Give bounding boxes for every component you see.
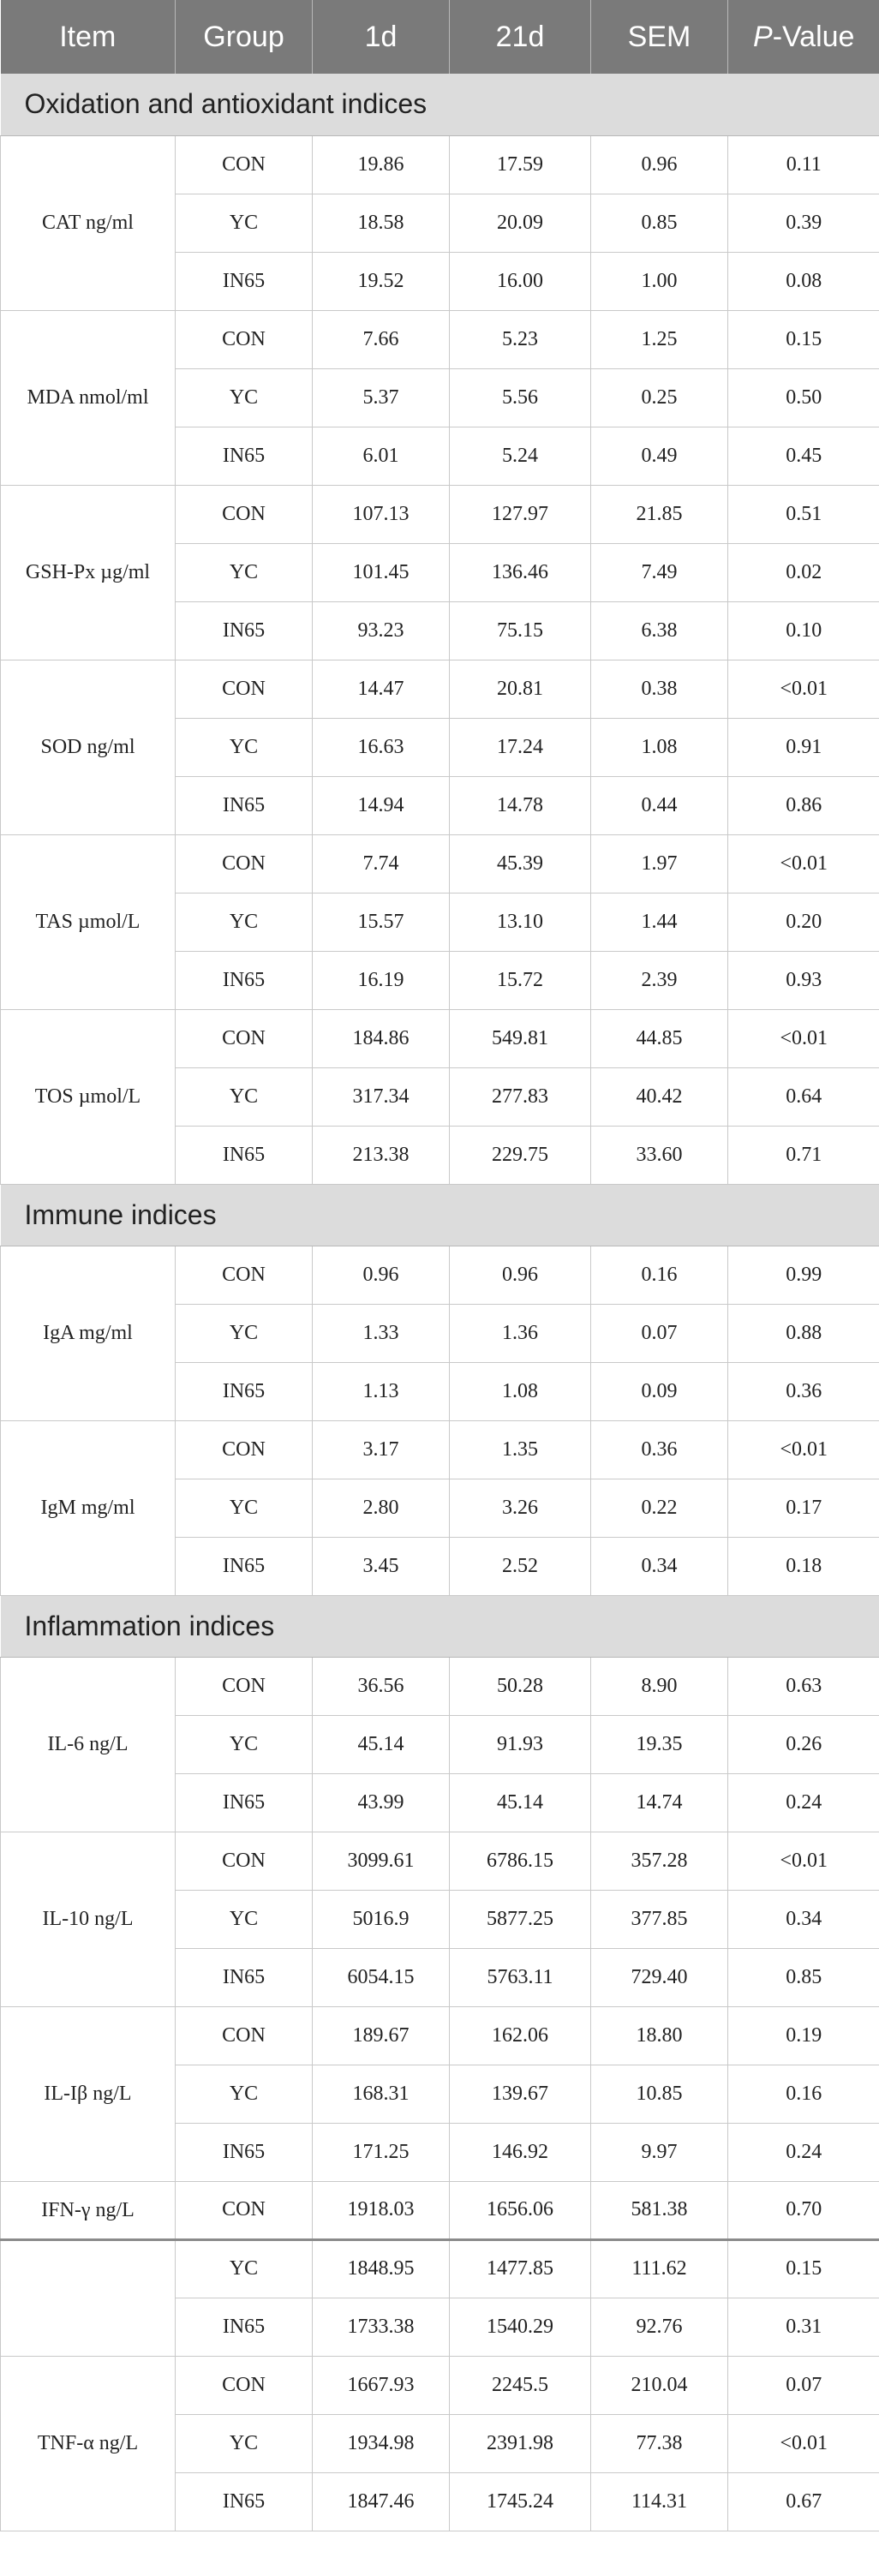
cell-sem: 0.36 [591, 1420, 728, 1479]
header-1d: 1d [313, 0, 450, 74]
cell-group: YC [176, 2414, 313, 2472]
cell-d1: 3.17 [313, 1420, 450, 1479]
table-row [1, 485, 879, 543]
cell-p: 0.18 [728, 1537, 879, 1595]
cell-p: 0.15 [728, 2239, 879, 2298]
cell-d21: 1.08 [450, 1362, 591, 1420]
cell-p: 0.50 [728, 368, 879, 427]
item-name: IgA mg/ml [1, 1246, 176, 1420]
item-name: IgM mg/ml [1, 1420, 176, 1595]
cell-group: YC [176, 2239, 313, 2298]
cell-group: CON [176, 135, 313, 194]
cell-sem: 10.85 [591, 2065, 728, 2123]
cell-d1: 19.52 [313, 252, 450, 310]
cell-d1: 0.96 [313, 1246, 450, 1304]
cell-d1: 2.80 [313, 1479, 450, 1537]
cell-d21: 2245.5 [450, 2356, 591, 2414]
item-name: IL-10 ng/L [1, 1832, 176, 2006]
cell-p: 0.85 [728, 1948, 879, 2006]
cell-sem: 1.97 [591, 834, 728, 893]
cell-d21: 6786.15 [450, 1832, 591, 1890]
cell-d21: 5.23 [450, 310, 591, 368]
cell-d21: 1477.85 [450, 2239, 591, 2298]
section-title: Immune indices [1, 1184, 879, 1246]
cell-d21: 1.36 [450, 1304, 591, 1362]
cell-sem: 114.31 [591, 2472, 728, 2531]
item-name: TAS µmol/L [1, 834, 176, 1009]
cell-sem: 0.09 [591, 1362, 728, 1420]
cell-d21: 127.97 [450, 485, 591, 543]
cell-sem: 1.25 [591, 310, 728, 368]
cell-d1: 16.63 [313, 718, 450, 776]
cell-sem: 2.39 [591, 951, 728, 1009]
cell-d21: 5.24 [450, 427, 591, 485]
cell-d1: 15.57 [313, 893, 450, 951]
cell-p: 0.16 [728, 2065, 879, 2123]
cell-d1: 317.34 [313, 1067, 450, 1126]
cell-d21: 1656.06 [450, 2181, 591, 2239]
cell-d1: 5016.9 [313, 1890, 450, 1948]
cell-d21: 50.28 [450, 1657, 591, 1715]
table-row [1, 2181, 879, 2239]
cell-sem: 581.38 [591, 2181, 728, 2239]
cell-d1: 5.37 [313, 368, 450, 427]
cell-d21: 136.46 [450, 543, 591, 601]
cell-d1: 36.56 [313, 1657, 450, 1715]
cell-d1: 43.99 [313, 1773, 450, 1832]
cell-sem: 21.85 [591, 485, 728, 543]
cell-sem: 210.04 [591, 2356, 728, 2414]
cell-p: 0.88 [728, 1304, 879, 1362]
cell-sem: 0.16 [591, 1246, 728, 1304]
cell-d1: 14.94 [313, 776, 450, 834]
section-row [1, 1595, 879, 1657]
cell-group: CON [176, 2181, 313, 2239]
table-header [1, 0, 879, 74]
header-p-rest: -Value [772, 20, 855, 53]
cell-p: 0.10 [728, 601, 879, 660]
cell-d21: 5763.11 [450, 1948, 591, 2006]
item-name: TNF-α ng/L [1, 2356, 176, 2531]
item-name: IL-6 ng/L [1, 1657, 176, 1832]
cell-group: CON [176, 1009, 313, 1067]
cell-sem: 44.85 [591, 1009, 728, 1067]
cell-p: 0.34 [728, 1890, 879, 1948]
cell-d21: 139.67 [450, 2065, 591, 2123]
cell-sem: 77.38 [591, 2414, 728, 2472]
cell-group: IN65 [176, 2472, 313, 2531]
item-name: TOS µmol/L [1, 1009, 176, 1184]
cell-d1: 14.47 [313, 660, 450, 718]
cell-p: 0.71 [728, 1126, 879, 1184]
cell-sem: 0.07 [591, 1304, 728, 1362]
table-row [1, 2356, 879, 2414]
table-row [1, 2239, 879, 2298]
section-row [1, 1184, 879, 1246]
cell-d1: 189.67 [313, 2006, 450, 2065]
cell-sem: 0.38 [591, 660, 728, 718]
cell-p: <0.01 [728, 1420, 879, 1479]
cell-d21: 229.75 [450, 1126, 591, 1184]
cell-group: YC [176, 194, 313, 252]
cell-p: 0.99 [728, 1246, 879, 1304]
cell-p: 0.15 [728, 310, 879, 368]
table-row [1, 660, 879, 718]
cell-d1: 1.33 [313, 1304, 450, 1362]
cell-p: 0.31 [728, 2298, 879, 2356]
cell-p: 0.07 [728, 2356, 879, 2414]
cell-d21: 17.24 [450, 718, 591, 776]
cell-group: IN65 [176, 1948, 313, 2006]
cell-group: CON [176, 660, 313, 718]
cell-d21: 17.59 [450, 135, 591, 194]
table-body [1, 74, 879, 2531]
cell-group: IN65 [176, 1126, 313, 1184]
cell-d21: 146.92 [450, 2123, 591, 2181]
cell-sem: 111.62 [591, 2239, 728, 2298]
cell-sem: 377.85 [591, 1890, 728, 1948]
cell-sem: 8.90 [591, 1657, 728, 1715]
table-row [1, 2006, 879, 2065]
table-row [1, 1832, 879, 1890]
cell-d1: 1918.03 [313, 2181, 450, 2239]
header-item: Item [1, 0, 176, 74]
table-row [1, 1420, 879, 1479]
cell-sem: 40.42 [591, 1067, 728, 1126]
header-p-value [728, 0, 879, 74]
cell-group: YC [176, 543, 313, 601]
header-sem: SEM [591, 0, 728, 74]
cell-p: 0.20 [728, 893, 879, 951]
cell-p: 0.63 [728, 1657, 879, 1715]
cell-d21: 2.52 [450, 1537, 591, 1595]
section-title: Inflammation indices [1, 1595, 879, 1657]
cell-d1: 19.86 [313, 135, 450, 194]
header-p-italic: P [753, 20, 773, 53]
cell-d1: 3099.61 [313, 1832, 450, 1890]
cell-group: IN65 [176, 2298, 313, 2356]
cell-d1: 7.66 [313, 310, 450, 368]
cell-d21: 13.10 [450, 893, 591, 951]
cell-d21: 75.15 [450, 601, 591, 660]
cell-sem: 1.00 [591, 252, 728, 310]
cell-d1: 1847.46 [313, 2472, 450, 2531]
item-name: IFN-γ ng/L [1, 2181, 176, 2239]
cell-sem: 19.35 [591, 1715, 728, 1773]
cell-d21: 0.96 [450, 1246, 591, 1304]
cell-p: 0.39 [728, 194, 879, 252]
cell-d1: 107.13 [313, 485, 450, 543]
item-name: MDA nmol/ml [1, 310, 176, 485]
table-row [1, 1009, 879, 1067]
cell-d1: 184.86 [313, 1009, 450, 1067]
cell-d21: 277.83 [450, 1067, 591, 1126]
cell-sem: 0.34 [591, 1537, 728, 1595]
cell-group: CON [176, 310, 313, 368]
cell-p: 0.36 [728, 1362, 879, 1420]
cell-d21: 15.72 [450, 951, 591, 1009]
cell-sem: 1.08 [591, 718, 728, 776]
cell-d1: 93.23 [313, 601, 450, 660]
header-group: Group [176, 0, 313, 74]
cell-d21: 3.26 [450, 1479, 591, 1537]
cell-sem: 9.97 [591, 2123, 728, 2181]
table-row [1, 135, 879, 194]
cell-d1: 101.45 [313, 543, 450, 601]
table-row [1, 1657, 879, 1715]
cell-group: CON [176, 1832, 313, 1890]
cell-d1: 18.58 [313, 194, 450, 252]
item-name: GSH-Px µg/ml [1, 485, 176, 660]
cell-group: YC [176, 718, 313, 776]
cell-group: IN65 [176, 601, 313, 660]
cell-group: YC [176, 2065, 313, 2123]
cell-d21: 5.56 [450, 368, 591, 427]
cell-d1: 1934.98 [313, 2414, 450, 2472]
cell-d1: 6.01 [313, 427, 450, 485]
cell-p: 0.91 [728, 718, 879, 776]
table-row [1, 1246, 879, 1304]
cell-p: 0.86 [728, 776, 879, 834]
cell-d21: 1745.24 [450, 2472, 591, 2531]
cell-d21: 1.35 [450, 1420, 591, 1479]
cell-group: CON [176, 834, 313, 893]
cell-d1: 1733.38 [313, 2298, 450, 2356]
cell-p: 0.19 [728, 2006, 879, 2065]
cell-group: CON [176, 485, 313, 543]
cell-p: <0.01 [728, 1009, 879, 1067]
cell-p: <0.01 [728, 660, 879, 718]
cell-group: IN65 [176, 776, 313, 834]
cell-d21: 16.00 [450, 252, 591, 310]
cell-p: <0.01 [728, 1832, 879, 1890]
cell-p: 0.26 [728, 1715, 879, 1773]
cell-sem: 729.40 [591, 1948, 728, 2006]
cell-group: YC [176, 368, 313, 427]
cell-group: YC [176, 1304, 313, 1362]
section-row [1, 74, 879, 135]
cell-d1: 6054.15 [313, 1948, 450, 2006]
cell-p: 0.70 [728, 2181, 879, 2239]
cell-sem: 357.28 [591, 1832, 728, 1890]
cell-d1: 168.31 [313, 2065, 450, 2123]
item-name [1, 2239, 176, 2356]
cell-sem: 0.49 [591, 427, 728, 485]
item-name: IL-Iβ ng/L [1, 2006, 176, 2181]
cell-p: <0.01 [728, 2414, 879, 2472]
cell-group: YC [176, 1479, 313, 1537]
cell-group: CON [176, 1657, 313, 1715]
cell-group: IN65 [176, 252, 313, 310]
cell-p: 0.17 [728, 1479, 879, 1537]
cell-sem: 6.38 [591, 601, 728, 660]
cell-sem: 14.74 [591, 1773, 728, 1832]
cell-d21: 45.39 [450, 834, 591, 893]
header-21d: 21d [450, 0, 591, 74]
cell-group: IN65 [176, 1537, 313, 1595]
cell-sem: 0.25 [591, 368, 728, 427]
cell-sem: 7.49 [591, 543, 728, 601]
cell-d1: 7.74 [313, 834, 450, 893]
cell-group: IN65 [176, 1773, 313, 1832]
cell-group: IN65 [176, 2123, 313, 2181]
cell-sem: 0.44 [591, 776, 728, 834]
cell-p: 0.11 [728, 135, 879, 194]
cell-group: CON [176, 1246, 313, 1304]
cell-p: 0.45 [728, 427, 879, 485]
cell-d21: 549.81 [450, 1009, 591, 1067]
section-title: Oxidation and antioxidant indices [1, 74, 879, 135]
cell-d21: 162.06 [450, 2006, 591, 2065]
cell-group: YC [176, 1715, 313, 1773]
cell-d1: 171.25 [313, 2123, 450, 2181]
cell-sem: 1.44 [591, 893, 728, 951]
cell-d1: 45.14 [313, 1715, 450, 1773]
cell-group: CON [176, 2356, 313, 2414]
cell-p: 0.64 [728, 1067, 879, 1126]
header-row [1, 0, 879, 74]
cell-sem: 0.85 [591, 194, 728, 252]
cell-d21: 2391.98 [450, 2414, 591, 2472]
cell-sem: 0.22 [591, 1479, 728, 1537]
cell-d1: 16.19 [313, 951, 450, 1009]
cell-sem: 33.60 [591, 1126, 728, 1184]
cell-d1: 1848.95 [313, 2239, 450, 2298]
cell-d21: 1540.29 [450, 2298, 591, 2356]
table-row [1, 834, 879, 893]
cell-d1: 1.13 [313, 1362, 450, 1420]
table-row [1, 310, 879, 368]
cell-d1: 3.45 [313, 1537, 450, 1595]
cell-p: 0.51 [728, 485, 879, 543]
cell-sem: 18.80 [591, 2006, 728, 2065]
cell-sem: 92.76 [591, 2298, 728, 2356]
cell-group: IN65 [176, 1362, 313, 1420]
cell-p: <0.01 [728, 834, 879, 893]
cell-group: YC [176, 1890, 313, 1948]
cell-group: IN65 [176, 951, 313, 1009]
cell-p: 0.24 [728, 2123, 879, 2181]
cell-d21: 20.81 [450, 660, 591, 718]
cell-d21: 20.09 [450, 194, 591, 252]
cell-group: YC [176, 1067, 313, 1126]
cell-d1: 1667.93 [313, 2356, 450, 2414]
item-name: CAT ng/ml [1, 135, 176, 310]
cell-p: 0.24 [728, 1773, 879, 1832]
cell-group: YC [176, 893, 313, 951]
item-name: SOD ng/ml [1, 660, 176, 834]
cell-sem: 0.96 [591, 135, 728, 194]
cell-group: IN65 [176, 427, 313, 485]
cell-p: 0.67 [728, 2472, 879, 2531]
cell-d21: 14.78 [450, 776, 591, 834]
cell-p: 0.08 [728, 252, 879, 310]
cell-d21: 5877.25 [450, 1890, 591, 1948]
cell-group: CON [176, 1420, 313, 1479]
cell-d21: 45.14 [450, 1773, 591, 1832]
cell-p: 0.02 [728, 543, 879, 601]
cell-d21: 91.93 [450, 1715, 591, 1773]
cell-p: 0.93 [728, 951, 879, 1009]
cell-group: CON [176, 2006, 313, 2065]
cell-d1: 213.38 [313, 1126, 450, 1184]
